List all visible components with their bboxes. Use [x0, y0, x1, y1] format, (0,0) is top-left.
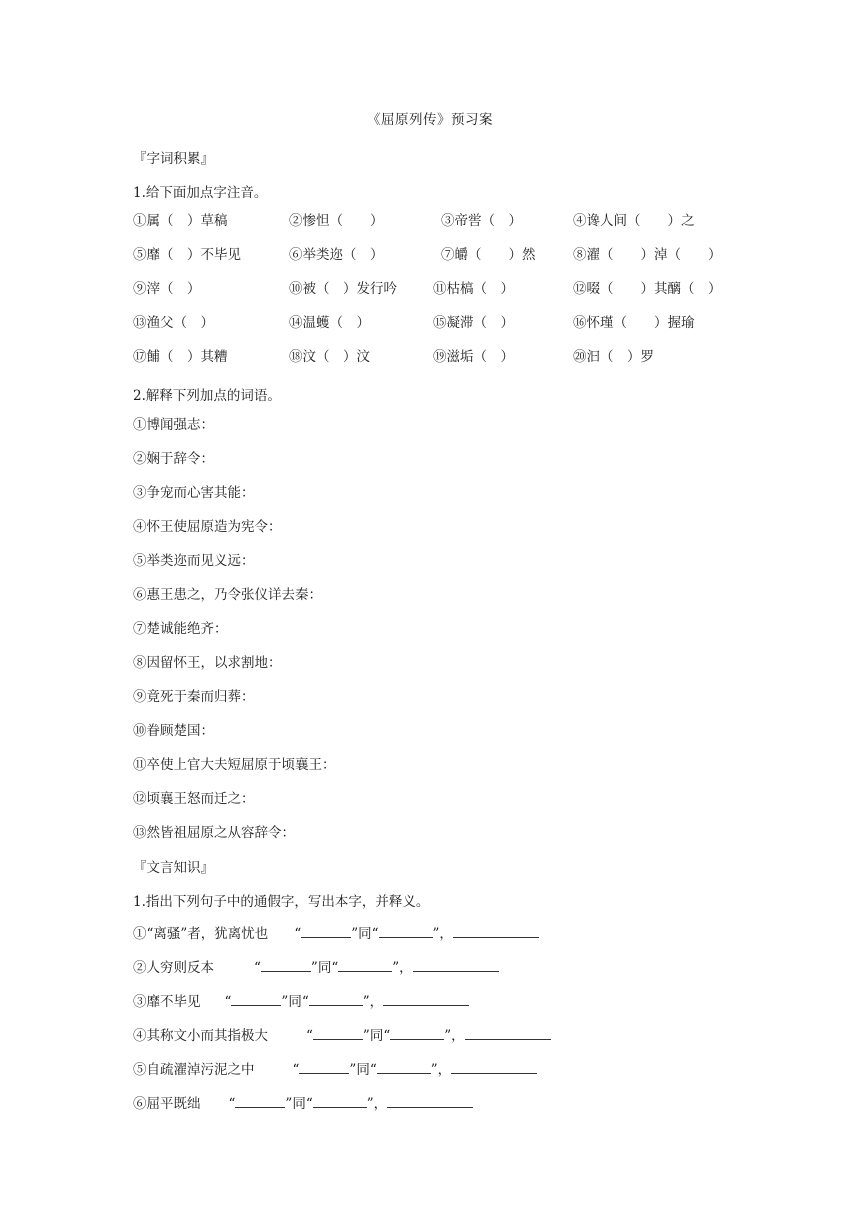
meaning-blank[interactable] — [413, 957, 499, 972]
question-3-heading: 1.指出下列句子中的通假字，写出本字，并释义。 — [133, 894, 430, 910]
tongjia-sentence: ①“离骚”者，犹离忧也 — [133, 926, 269, 942]
pronunciation-item: ⑤靡（ ）不毕见 — [133, 247, 241, 263]
variant-char-blank[interactable] — [299, 1059, 349, 1074]
pronunciation-item: ⑦皭（ ）然 — [441, 247, 536, 263]
original-char-blank[interactable] — [338, 957, 392, 972]
pronunciation-item: ⑪枯槁（ ） — [433, 281, 514, 297]
meaning-blank[interactable] — [465, 1025, 551, 1040]
definition-item: ⑬然皆祖屈原之从容辞令： — [133, 825, 295, 841]
tong-label: 同 — [356, 1062, 370, 1078]
tongjia-item: ④其称文小而其指极大 “ ”同“ ”， — [133, 1024, 551, 1044]
tongjia-sentence: ④其称文小而其指极大 — [133, 1028, 268, 1044]
variant-char-blank[interactable] — [313, 1025, 363, 1040]
question-1-heading: 1.给下面加点字注音。 — [133, 185, 268, 201]
pronunciation-item: ⑥举类迩（ ） — [289, 247, 384, 263]
definition-item: ③争宠而心害其能： — [133, 485, 255, 501]
definition-item: ⑤举类迩而见义远： — [133, 553, 255, 569]
tongjia-sentence: ③靡不毕见 — [133, 994, 201, 1010]
meaning-blank[interactable] — [387, 1093, 473, 1108]
original-char-blank[interactable] — [377, 1059, 431, 1074]
pronunciation-item: ②惨怛（ ） — [289, 213, 384, 229]
original-char-blank[interactable] — [390, 1025, 444, 1040]
definition-item: ①博闻强志： — [133, 417, 214, 433]
pronunciation-item: ⑰餔（ ）其糟 — [133, 349, 228, 365]
pronunciation-row — [133, 209, 753, 229]
variant-char-blank[interactable] — [301, 923, 351, 938]
definition-item: ②娴于辞令： — [133, 451, 214, 467]
meaning-blank[interactable] — [451, 1059, 537, 1074]
meaning-blank[interactable] — [383, 991, 469, 1006]
pronunciation-row — [133, 243, 753, 263]
section-heading-vocabulary: 『字词积累』 — [133, 151, 214, 167]
definition-item: ⑩眷顾楚国： — [133, 723, 214, 739]
pronunciation-item: ④谗人间（ ）之 — [573, 213, 695, 229]
pronunciation-item: ⑩被（ ）发行吟 — [289, 281, 397, 297]
pronunciation-item: ⑬渔父（ ） — [133, 315, 214, 331]
pronunciation-item: ⑧濯（ ）淖（ ） — [573, 247, 722, 263]
pronunciation-item: ⑨滓（ ） — [133, 281, 201, 297]
pronunciation-item: ⑫啜（ ）其醨（ ） — [573, 281, 722, 297]
pronunciation-row — [133, 311, 753, 331]
tongjia-item: ⑤自疏濯淖污泥之中 “ ”同“ ”， — [133, 1058, 537, 1078]
definition-item: ⑦楚诚能绝齐： — [133, 621, 228, 637]
pronunciation-item: ⑯怀瑾（ ）握瑜 — [573, 315, 695, 331]
pronunciation-item: ⑱汶（ ）汶 — [289, 349, 370, 365]
pronunciation-item: ⑭温蠖（ ） — [289, 315, 370, 331]
tongjia-sentence: ②人穷则反本 — [133, 960, 214, 976]
page-title: 《屈原列传》预习案 — [367, 112, 493, 128]
tongjia-item: ②人穷则反本 “ ”同“ ”， — [133, 956, 499, 976]
pronunciation-item: ①属（ ）草稿 — [133, 213, 228, 229]
tongjia-item: ①“离骚”者，犹离忧也 “ ”同“ ”， — [133, 922, 539, 942]
tong-label: 同 — [292, 1096, 306, 1112]
meaning-blank[interactable] — [453, 923, 539, 938]
variant-char-blank[interactable] — [235, 1093, 285, 1108]
pronunciation-item: ③帝喾（ ） — [441, 213, 522, 229]
pronunciation-item: ⑲滋垢（ ） — [433, 349, 514, 365]
definition-item: ⑧因留怀王，以求割地： — [133, 655, 282, 671]
variant-char-blank[interactable] — [261, 957, 311, 972]
section-heading-classical-knowledge: 『文言知识』 — [133, 860, 214, 876]
definition-item: ⑫顷襄王怒而迁之： — [133, 791, 255, 807]
variant-char-blank[interactable] — [231, 991, 281, 1006]
tongjia-sentence: ⑥屈平既绌 — [133, 1096, 201, 1112]
definition-item: ⑪卒使上官大夫短屈原于顷襄王： — [133, 757, 336, 773]
question-2-heading: 2.解释下列加点的词语。 — [133, 388, 281, 404]
pronunciation-row — [133, 345, 753, 365]
tong-label: 同 — [369, 1028, 384, 1044]
tongjia-item: ③靡不毕见 “ ”同“ ”， — [133, 990, 469, 1010]
definition-item: ⑨竟死于秦而归葬： — [133, 689, 255, 705]
tong-label: 同 — [317, 960, 332, 976]
definition-item: ④怀王使屈原造为宪令： — [133, 519, 282, 535]
definition-item: ⑥惠王患之，乃令张仪详去秦： — [133, 587, 322, 603]
original-char-blank[interactable] — [313, 1093, 367, 1108]
tongjia-sentence: ⑤自疏濯淖污泥之中 — [133, 1062, 255, 1078]
tong-label: 同 — [358, 926, 372, 942]
pronunciation-row — [133, 277, 753, 297]
tongjia-item: ⑥屈平既绌 “ ”同“ ”， — [133, 1092, 473, 1112]
original-char-blank[interactable] — [379, 923, 433, 938]
pronunciation-item: ⑮凝滞（ ） — [433, 315, 514, 331]
pronunciation-item: ⑳汩（ ）罗 — [573, 349, 654, 365]
tong-label: 同 — [288, 994, 302, 1010]
original-char-blank[interactable] — [309, 991, 363, 1006]
